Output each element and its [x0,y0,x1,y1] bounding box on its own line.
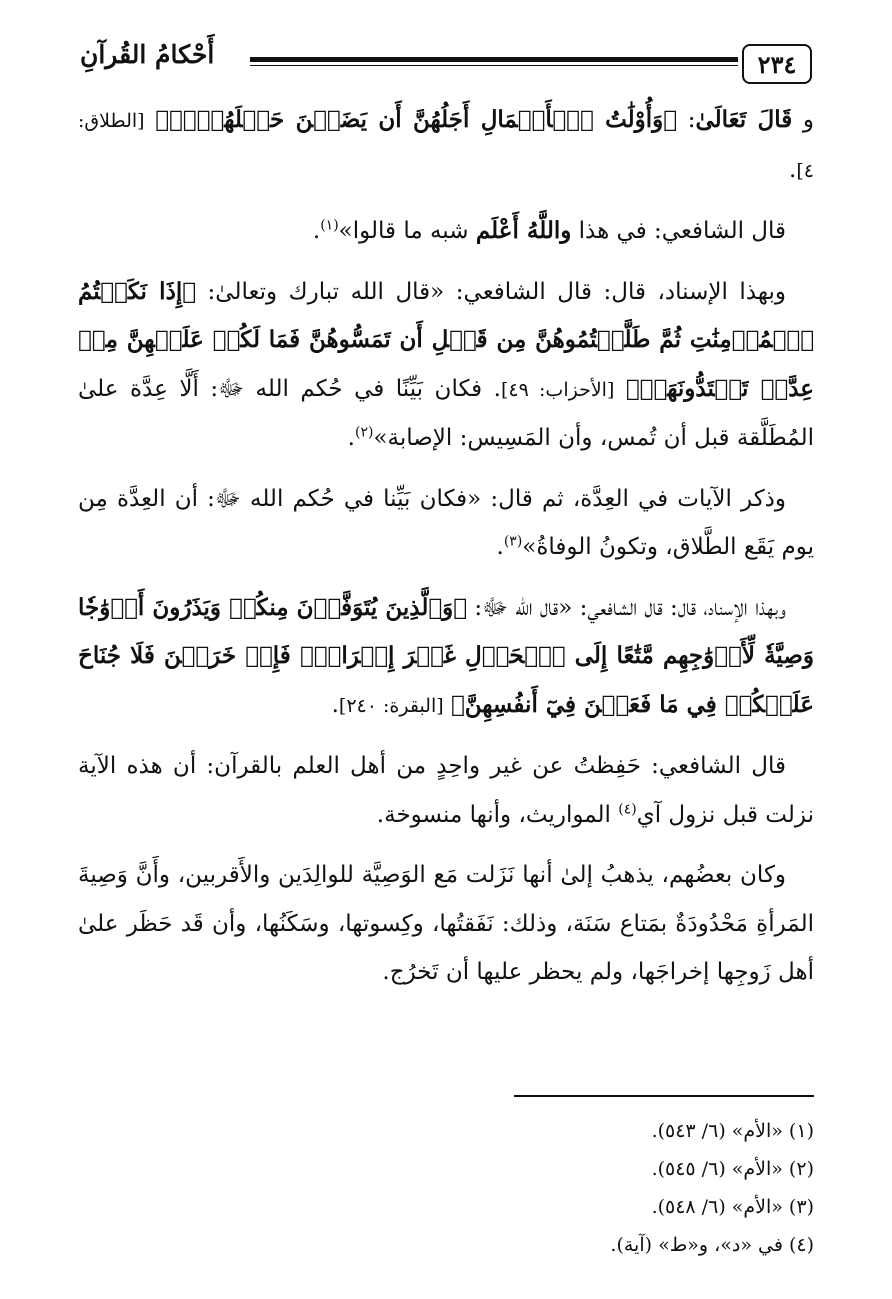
paragraph [78,96,814,195]
footnote-separator [514,1095,814,1097]
paragraph-text: . [496,534,504,560]
paragraph-text: . [312,218,321,244]
paragraph-text: وكان بعضُهم، يذهبُ إلىٰ أنها نَزَلت مَع الوَصِيَّة للوالِدَين والأَقربين، وأَنَّ وَصِيةَ المَرأةِ مَحْدُودَةٌ بمَتاع سَنَة، وذلك: نَفَقتُها، وكِسوتها، وسَكَنُها، وأن قَد حَظَر علىٰ أهل زَوجِها إخراجَها، ولم يحظر عليها أن تَخرُج. [78,862,814,985]
verse-reference: [الطلاق: ٤] [78,110,814,182]
header-rule-thin [250,65,738,66]
footnotes [78,1112,814,1264]
page-number: ٢٣٤ [742,44,812,84]
paragraph-text: المواريث، وأنها منسوخة. [376,801,619,828]
paragraph-text: و [792,107,815,133]
paragraph [78,207,814,256]
footnote-item: (٤) في «د»، و«ط» (آية). [610,1234,814,1256]
header-rule [250,57,738,62]
paragraph-text: وبهذا الإسناد، قال: قال الشافعي: «قال الله تبارك وتعالىٰ: [196,278,786,305]
running-title: أَحْكامُ القُرآنِ [80,40,215,69]
quran-verse: ﴿إِذَا نَكَحۡتُمُ ٱلۡمُؤۡمِنَٰتِ ثُمَّ طَلَّقۡتُمُوهُنَّ مِن قَبۡلِ أَن تَمَسُّوهُنَّ فَمَا لَكُمۡ عَلَيۡهِنَّ مِنۡ عِدَّةٖ تَعۡتَدُّونَهَاۖ﴾ [78,277,814,402]
paragraph [78,851,814,997]
footnote-marker: (٣) [503,533,523,550]
main-text [78,96,814,1009]
paragraph-text: . [789,156,797,183]
paragraph-text: قال الشافعي: في هذا [571,218,786,244]
page-header [80,28,812,84]
paragraph-text [614,376,626,402]
quran-verse: ﴿وَأُوْلَٰتُ ٱلۡأَحۡمَالِ أَجَلُهُنَّ أَن يَضَعۡنَ حَمۡلَهُنَّۚ﴾ [155,106,678,133]
paragraph-text: شبه ما قالوا» [338,218,476,244]
paragraph-text: . [331,691,339,718]
footnote-item: (٢) «الأم» (٦/ ٥٤٥). [651,1158,814,1180]
paragraph [78,584,814,731]
verse-reference: [الأحزاب: ٤٩] [500,378,615,401]
verse-reference: [البقرة: ٢٤٠] [338,694,444,717]
quran-verse: واللَّهُ أَعْلَم [475,217,572,244]
paragraph-text: وبهذا الإسناد، قال: قال الشافعي: «قال الله ﷻ: [467,594,786,621]
footnote-marker: (١) [320,217,339,234]
paragraph [78,268,814,463]
quran-verse: قَالَ تَعَالَىٰ [695,106,793,133]
paragraph [78,742,814,839]
paragraph-text [444,692,451,718]
paragraph-text [145,107,156,133]
footnote-marker: (٤) [618,800,637,817]
paragraph-text: قال الشافعي: حَفِظتُ عن غير واحِدٍ من أهل العلم بالقرآن: أن هذه الآية نزلت قبل نزول آي [78,753,814,828]
paragraph-text: : [677,107,696,133]
footnote-marker: (٢) [354,424,374,441]
paragraph [78,475,814,572]
paragraph-text: . [347,425,355,451]
quran-verse: ﴿وَٱلَّذِينَ يُتَوَفَّوۡنَ مِنكُمۡ وَيَذَرُونَ أَزۡوَٰجٗا وَصِيَّةٗ لِّأَزۡوَٰجِهِم مَّتَٰعًا إِلَى ٱلۡحَوۡلِ غَيۡرَ إِخۡرَاجٖۚ فَإِنۡ خَرَجۡنَ فَلَا جُنَاحَ عَلَيۡكُمۡ فِي مَا فَعَلۡنَ فِيٓ أَنفُسِهِنَّ﴾ [78,593,814,718]
footnote-item: (٣) «الأم» (٦/ ٥٤٨). [651,1196,814,1218]
paragraph-text: . فكان بَيِّنًا في حُكم الله ﷻ: أَلَّا عِدَّة علىٰ المُطَلَّقة قبل أن تُمس، وأن المَسِيس: الإصابة» [78,375,814,451]
paragraph-text: وذكر الآيات في العِدَّة، ثم قال: «فكان بَيِّنا في حُكم الله ﷻ: أن العِدَّة مِن يوم يَقَع الطَّلاق، وتكونُ الوفاةُ» [78,485,814,560]
footnote-item: (١) «الأم» (٦/ ٥٤٣). [651,1120,814,1142]
